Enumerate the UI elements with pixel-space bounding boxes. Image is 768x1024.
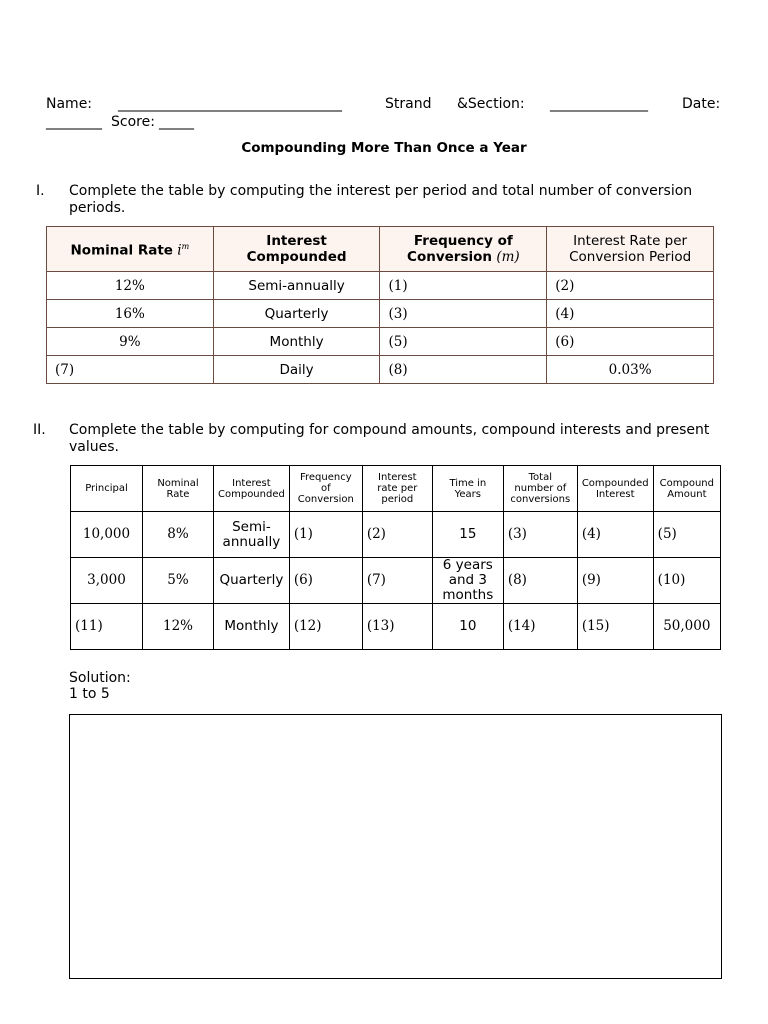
cell-amount: 50,000 — [653, 604, 720, 650]
cell-compounded: Monthly — [214, 604, 290, 650]
cell-frequency[interactable]: (3) — [380, 300, 547, 328]
cell-frequency[interactable]: (1) — [289, 512, 362, 558]
table-row — [47, 328, 714, 356]
cell-principal[interactable]: (11) — [71, 604, 143, 650]
col-time: Time in Years — [432, 466, 503, 512]
col-nominal-rate: Nominal Rate — [143, 466, 214, 512]
col-interest-compounded-label: Interest Compounded — [246, 233, 347, 265]
strand-label: Strand — [385, 96, 432, 112]
cell-time: 10 — [432, 604, 503, 650]
cell-total[interactable]: (14) — [503, 604, 577, 650]
cell-compounded: Monthly — [213, 328, 380, 356]
cell-rate: 12% — [47, 272, 214, 300]
score-blank[interactable]: _____ — [159, 114, 194, 130]
col-total-conversions: Total number of conversions — [503, 466, 577, 512]
cell-rate: 16% — [47, 300, 214, 328]
cell-compounded: Semi-annually — [213, 272, 380, 300]
cell-compounded: Quarterly — [214, 558, 290, 604]
col-interest-compounded: Interest Compounded — [214, 466, 290, 512]
page-title: Compounding More Than Once a Year — [241, 140, 527, 156]
cell-compounded: Quarterly — [213, 300, 380, 328]
date-label: Date: — [682, 96, 721, 112]
cell-per-period[interactable]: (2) — [547, 272, 714, 300]
solution-label: Solution: — [69, 670, 131, 686]
cell-total[interactable]: (3) — [503, 512, 577, 558]
cell-principal: 10,000 — [71, 512, 143, 558]
cell-frequency[interactable]: (12) — [289, 604, 362, 650]
col-interest-compounded — [213, 227, 380, 272]
section-blank[interactable]: ______________ — [550, 96, 648, 112]
score-label: Score: — [111, 114, 155, 130]
col-frequency: Frequency of Conversion — [289, 466, 362, 512]
table-row — [47, 272, 714, 300]
col-rate-per-period: Interest rate per period — [362, 466, 432, 512]
cell-frequency[interactable]: (5) — [380, 328, 547, 356]
frequency-symbol: (m) — [496, 249, 520, 265]
cell-compounded: Daily — [213, 356, 380, 384]
cell-principal: 3,000 — [71, 558, 143, 604]
compound-table — [70, 465, 721, 650]
col-compound-amount: Compound Amount — [653, 466, 720, 512]
section-label: &Section: — [457, 96, 525, 112]
col-frequency-label: Frequency of Conversion — [407, 233, 513, 265]
conversion-table — [46, 226, 714, 384]
cell-per-period[interactable]: (6) — [547, 328, 714, 356]
part2-numeral: II. — [33, 422, 46, 438]
nominal-rate-symbol: i — [177, 242, 182, 259]
table-row — [47, 356, 714, 384]
col-rate-per-period — [547, 227, 714, 272]
col-compound-interest: Compounded Interest — [577, 466, 653, 512]
table-row — [71, 558, 721, 604]
cell-rate: 8% — [143, 512, 214, 558]
part2-instruction: Complete the table by computing for compound amounts, compound interests and present values. — [69, 422, 710, 455]
col-frequency — [380, 227, 547, 272]
name-label: Name: — [46, 96, 93, 112]
cell-frequency[interactable]: (8) — [380, 356, 547, 384]
table-row — [71, 512, 721, 558]
solution-range: 1 to 5 — [69, 686, 110, 702]
cell-total[interactable]: (8) — [503, 558, 577, 604]
cell-interest[interactable]: (15) — [577, 604, 653, 650]
cell-per-period[interactable]: (4) — [547, 300, 714, 328]
cell-amount[interactable]: (5) — [653, 512, 720, 558]
cell-per-period[interactable]: (13) — [362, 604, 432, 650]
date-blank[interactable]: ________ — [46, 114, 102, 130]
cell-compounded: Semi-annually — [214, 512, 290, 558]
cell-frequency[interactable]: (1) — [380, 272, 547, 300]
cell-rate: 5% — [143, 558, 214, 604]
cell-rate: 12% — [143, 604, 214, 650]
solution-box[interactable] — [69, 714, 722, 979]
name-blank[interactable]: ________________________________ — [118, 96, 342, 112]
cell-rate: 9% — [47, 328, 214, 356]
col-principal: Principal — [71, 466, 143, 512]
part1-numeral: I. — [36, 183, 45, 199]
cell-time: 15 — [432, 512, 503, 558]
cell-time: 6 years and 3 months — [432, 558, 503, 604]
cell-interest[interactable]: (4) — [577, 512, 653, 558]
cell-interest[interactable]: (9) — [577, 558, 653, 604]
cell-amount[interactable]: (10) — [653, 558, 720, 604]
nominal-rate-superscript: m — [181, 242, 190, 252]
cell-per-period: 0.03% — [547, 356, 714, 384]
table-row — [47, 300, 714, 328]
col-nominal-rate-label: Nominal Rate — [70, 242, 173, 259]
cell-rate[interactable]: (7) — [47, 356, 214, 384]
part1-instruction: Complete the table by computing the interest per period and total number of conversion periods. — [69, 183, 693, 216]
table-row — [71, 604, 721, 650]
col-rate-per-period-label: Interest Rate per Conversion Period — [569, 233, 692, 265]
col-nominal-rate — [47, 227, 214, 272]
cell-frequency[interactable]: (6) — [289, 558, 362, 604]
cell-per-period[interactable]: (2) — [362, 512, 432, 558]
cell-per-period[interactable]: (7) — [362, 558, 432, 604]
